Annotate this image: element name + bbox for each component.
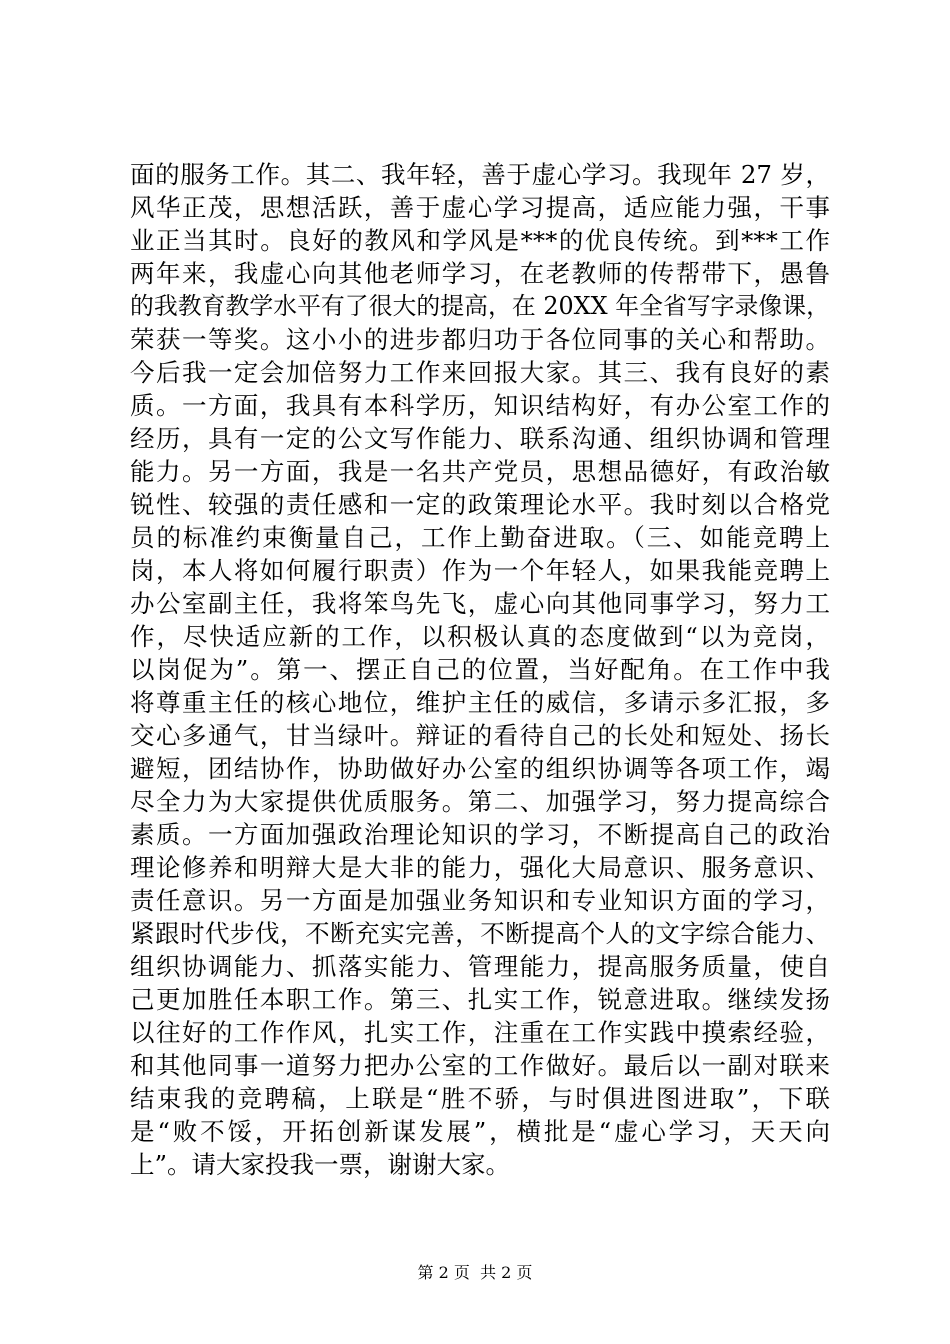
text-line: 交心多通气，甘当绿叶。辩证的看待自己的长处和短处、扬长 — [130, 721, 830, 750]
text-line: 组织协调能力、抓落实能力、管理能力，提高服务质量，使自 — [130, 952, 830, 981]
text-line: 责任意识。另一方面是加强业务知识和专业知识方面的学习， — [130, 886, 830, 915]
text-line: 风华正茂，思想活跃，善于虚心学习提高，适应能力强，干事 — [130, 193, 830, 222]
text-line: 的我教育教学水平有了很大的提高，在 20XX 年全省写字录像课， — [130, 292, 830, 320]
text-line: 紧跟时代步伐，不断充实完善，不断提高个人的文字综合能力、 — [130, 919, 830, 948]
text-line: 结束我的竞聘稿，上联是“胜不骄，与时俱进图进取”，下联 — [130, 1084, 830, 1113]
text-line: 今后我一定会加倍努力工作来回报大家。其三、我有良好的素 — [130, 358, 830, 387]
text-line: 办公室副主任，我将笨鸟先飞，虚心向其他同事学习，努力工 — [130, 589, 830, 618]
page-number-footer: 第 2 页 共 2 页 — [417, 1263, 533, 1282]
text-line: 尽全力为大家提供优质服务。第二、加强学习，努力提高综合 — [130, 787, 830, 816]
text-line: 将尊重主任的核心地位，维护主任的威信，多请示多汇报，多 — [130, 688, 830, 717]
text-line: 以岗促为”。第一、摆正自己的位置，当好配角。在工作中我 — [130, 655, 830, 684]
text-line: 岗，本人将如何履行职责）作为一个年轻人，如果我能竞聘上 — [130, 556, 830, 585]
text-line: 质。一方面，我具有本科学历，知识结构好，有办公室工作的 — [130, 391, 830, 420]
text-line: 荣获一等奖。这小小的进步都归功于各位同事的关心和帮助。 — [130, 325, 830, 354]
text-line: 和其他同事一道努力把办公室的工作做好。最后以一副对联来 — [130, 1051, 830, 1080]
text-line: 作，尽快适应新的工作，以积极认真的态度做到“以为竞岗， — [130, 622, 830, 651]
text-line: 经历，具有一定的公文写作能力、联系沟通、组织协调和管理 — [130, 424, 830, 453]
text-line: 是“败不馁，开拓创新谋发展”，横批是“虚心学习，天天向 — [130, 1117, 830, 1146]
text-line: 素质。一方面加强政治理论知识的学习，不断提高自己的政治 — [130, 820, 830, 849]
text-line-last: 上”。请大家投我一票，谢谢大家。 — [130, 1150, 511, 1179]
document-body — [130, 158, 830, 1181]
text-line: 两年来，我虚心向其他老师学习，在老教师的传帮带下，愚鲁 — [130, 259, 830, 288]
text-line: 己更加胜任本职工作。第三、扎实工作，锐意进取。继续发扬 — [130, 985, 830, 1014]
text-line: 锐性、较强的责任感和一定的政策理论水平。我时刻以合格党 — [130, 490, 830, 519]
text-line: 避短，团结协作，协助做好办公室的组织协调等各项工作，竭 — [130, 754, 830, 783]
text-line: 面的服务工作。其二、我年轻，善于虚心学习。我现年 27 岁， — [130, 160, 830, 189]
text-line: 业正当其时。良好的教风和学风是***的优良传统。到***工作 — [130, 226, 830, 255]
text-line: 能力。另一方面，我是一名共产党员，思想品德好，有政治敏 — [130, 457, 830, 486]
text-line: 以往好的工作作风，扎实工作，注重在工作实践中摸索经验， — [130, 1018, 830, 1047]
text-line: 员的标准约束衡量自己，工作上勤奋进取。（三、如能竞聘上 — [130, 523, 830, 552]
text-line: 理论修养和明辩大是大非的能力，强化大局意识、服务意识、 — [130, 853, 830, 882]
